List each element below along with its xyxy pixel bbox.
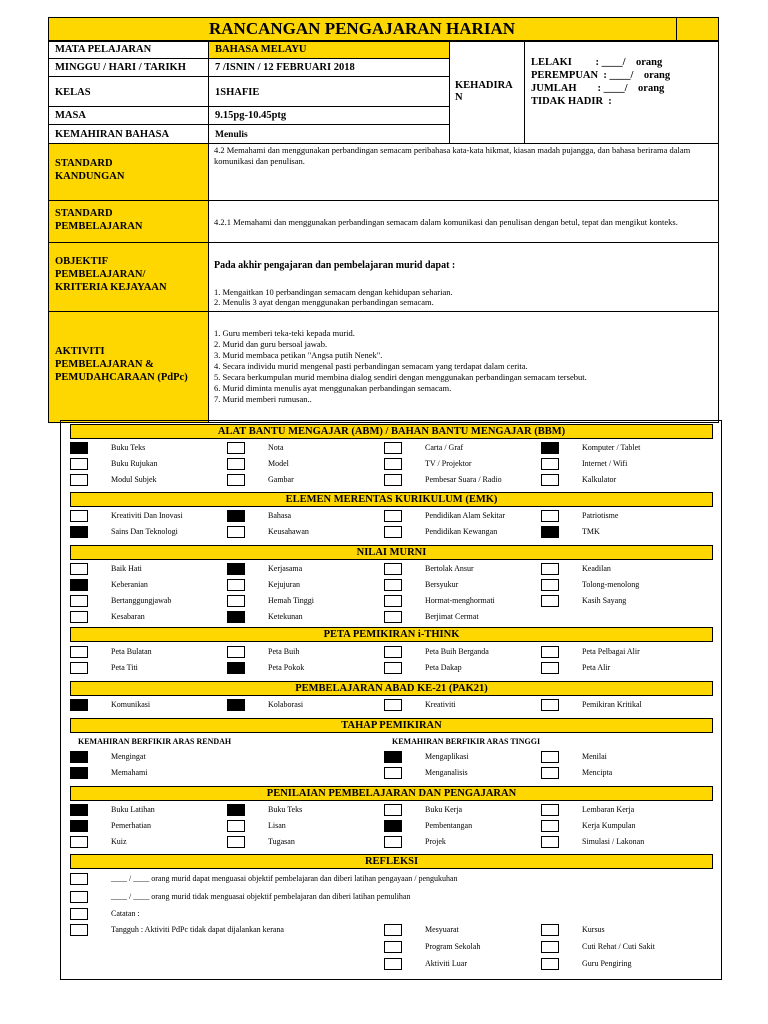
kehadiran-tidak-hadir: TIDAK HADIR : bbox=[531, 96, 612, 107]
emk-header: ELEMEN MERENTAS KURIKULUM (EMK) bbox=[70, 492, 713, 507]
checkbox-hemah-tinggi[interactable] bbox=[227, 595, 245, 607]
checkbox-internet-wifi[interactable] bbox=[541, 458, 559, 470]
page-title: RANCANGAN PENGAJARAN HARIAN bbox=[209, 19, 515, 38]
checkbox-buku-teks[interactable] bbox=[70, 442, 88, 454]
sk-text: 4.2 Memahami dan menggunakan perbandingan semacam peribahasa kata-kata hikmat, kiasan madah pujangga, dan bahasa berirama dalam komunikasi dan penulisan. bbox=[214, 145, 691, 166]
aktiviti-item: 1. Guru memberi teka-teki kepada murid. bbox=[214, 328, 355, 338]
checkbox-peta-dakap[interactable] bbox=[384, 662, 402, 674]
aktiviti-item: 4. Secara individu murid mengenal pasti perbandingan semacam yang terdapat dalam cerita. bbox=[214, 361, 528, 371]
option-label-cuti-rehat-cuti-sakit: Cuti Rehat / Cuti Sakit bbox=[582, 942, 655, 951]
option-label-menganalisis: Menganalisis bbox=[425, 768, 468, 777]
checkbox-tolong-menolong[interactable] bbox=[541, 579, 559, 591]
option-label-kolaborasi: Kolaborasi bbox=[268, 700, 304, 709]
checkbox-bersyukur[interactable] bbox=[384, 579, 402, 591]
option-label-peta-alir: Peta Alir bbox=[582, 663, 611, 672]
checkbox-kasih-sayang[interactable] bbox=[541, 595, 559, 607]
option-label-mencipta: Mencipta bbox=[582, 768, 613, 777]
checkbox-pembentangan[interactable] bbox=[384, 820, 402, 832]
checkbox-peta-pelbagai-alir[interactable] bbox=[541, 646, 559, 658]
checkbox-mengaplikasi[interactable] bbox=[384, 751, 402, 763]
option-label-peta-dakap: Peta Dakap bbox=[425, 663, 462, 672]
kehadiran-label-2: N bbox=[455, 92, 463, 103]
option-label-tv-projektor: TV / Projektor bbox=[425, 459, 472, 468]
refleksi-catatan: Catatan : bbox=[111, 909, 140, 918]
checkbox-pembesar-suara-radio[interactable] bbox=[384, 474, 402, 486]
sk-label-2: KANDUNGAN bbox=[55, 171, 125, 182]
checkbox-peta-buih[interactable] bbox=[227, 646, 245, 658]
option-label-tolong-menolong: Tolong-menolong bbox=[582, 580, 640, 589]
option-label-carta-graf: Carta / Graf bbox=[425, 443, 464, 452]
refleksi-line-2: ____ / ____ orang murid tidak menguasai objektif pembelajaran dan diberi latihan pemulihan bbox=[111, 892, 411, 901]
checkbox-patriotisme[interactable] bbox=[541, 510, 559, 522]
option-label-kreativiti: Kreativiti bbox=[425, 700, 456, 709]
option-label-bertanggungjawab: Bertanggungjawab bbox=[111, 596, 172, 605]
checkbox-buku-kerja[interactable] bbox=[384, 804, 402, 816]
aktiviti-item: 7. Murid memberi rumusan.. bbox=[214, 394, 312, 404]
aktiviti-item: 6. Murid diminta menulis ayat menggunakan perbandingan semacam. bbox=[214, 383, 452, 393]
checkbox-peta-buih-berganda[interactable] bbox=[384, 646, 402, 658]
checkbox-nota[interactable] bbox=[227, 442, 245, 454]
option-label-bersyukur: Bersyukur bbox=[425, 580, 459, 589]
checkbox-tugasan[interactable] bbox=[227, 836, 245, 848]
option-label-kerjasama: Kerjasama bbox=[268, 564, 303, 573]
objektif-label-1: OBJEKTIF bbox=[55, 256, 109, 267]
refleksi-checkbox-2[interactable] bbox=[70, 891, 88, 903]
option-label-kreativiti-dan-inovasi: Kreativiti Dan Inovasi bbox=[111, 511, 183, 520]
option-label-aktiviti-luar: Aktiviti Luar bbox=[425, 959, 467, 968]
option-label-peta-buih-berganda: Peta Buih Berganda bbox=[425, 647, 489, 656]
option-label-projek: Projek bbox=[425, 837, 446, 846]
checkbox-kejujuran[interactable] bbox=[227, 579, 245, 591]
kehadiran-jumlah: JUMLAH : ____/ orang bbox=[531, 83, 665, 94]
checkbox-projek[interactable] bbox=[384, 836, 402, 848]
option-label-baik-hati: Baik Hati bbox=[111, 564, 142, 573]
checkbox-keberanian[interactable] bbox=[70, 579, 88, 591]
checkbox-peta-pokok[interactable] bbox=[227, 662, 245, 674]
option-label-keadilan: Keadilan bbox=[582, 564, 611, 573]
checkbox-mesyuarat[interactable] bbox=[384, 924, 402, 936]
checkbox-pemikiran-kritikal[interactable] bbox=[541, 699, 559, 711]
option-label-peta-bulatan: Peta Bulatan bbox=[111, 647, 152, 656]
option-label-sains-dan-teknologi: Sains Dan Teknologi bbox=[111, 527, 178, 536]
option-label-komputer-tablet: Komputer / Tablet bbox=[582, 443, 641, 452]
sp-label-1: STANDARD bbox=[55, 208, 113, 219]
checkbox-kesabaran[interactable] bbox=[70, 611, 88, 623]
option-label-pendidikan-alam-sekitar: Pendidikan Alam Sekitar bbox=[425, 511, 505, 520]
checkbox-tmk[interactable] bbox=[541, 526, 559, 538]
objektif-item: 2. Menulis 3 ayat dengan menggunakan perbandingan semacam. bbox=[214, 297, 434, 307]
checkbox-kursus[interactable] bbox=[541, 924, 559, 936]
checkbox-pemerhatian[interactable] bbox=[70, 820, 88, 832]
checkbox-mencipta[interactable] bbox=[541, 767, 559, 779]
aktiviti-item: 2. Murid dan guru bersoal jawab. bbox=[214, 339, 328, 349]
checkbox-sains-dan-teknologi[interactable] bbox=[70, 526, 88, 538]
aktiviti-label-2: PEMBELAJARAN & bbox=[55, 359, 154, 370]
option-label-tmk: TMK bbox=[582, 527, 600, 536]
refleksi-tangguh: Tangguh : Aktiviti PdPc tidak dapat dijalankan kerana bbox=[111, 925, 284, 934]
kemahiran-label: KEMAHIRAN BAHASA bbox=[55, 129, 170, 140]
option-label-memahami: Memahami bbox=[111, 768, 148, 777]
objektif-label-2: PEMBELAJARAN/ bbox=[55, 269, 146, 280]
checkbox-model[interactable] bbox=[227, 458, 245, 470]
option-label-keberanian: Keberanian bbox=[111, 580, 148, 589]
option-label-peta-pelbagai-alir: Peta Pelbagai Alir bbox=[582, 647, 640, 656]
objektif-intro: Pada akhir pengajaran dan pembelajaran murid dapat : bbox=[214, 260, 456, 271]
refleksi-header: REFLEKSI bbox=[70, 854, 713, 869]
option-label-buku-teks: Buku Teks bbox=[111, 443, 146, 452]
checkbox-carta-graf[interactable] bbox=[384, 442, 402, 454]
option-label-pembentangan: Pembentangan bbox=[425, 821, 473, 830]
checkbox-mengingat[interactable] bbox=[70, 751, 88, 763]
option-label-mesyuarat: Mesyuarat bbox=[425, 925, 459, 934]
checkbox-buku-rujukan[interactable] bbox=[70, 458, 88, 470]
nilai-header: NILAI MURNI bbox=[70, 545, 713, 560]
checkbox-kreativiti-dan-inovasi[interactable] bbox=[70, 510, 88, 522]
option-label-lisan: Lisan bbox=[268, 821, 286, 830]
title-right-cell bbox=[676, 17, 677, 41]
option-label-gambar: Gambar bbox=[268, 475, 294, 484]
abm-header: ALAT BANTU MENGAJAR (ABM) / BAHAN BANTU MENGAJAR (BBM) bbox=[70, 424, 713, 439]
option-label-model: Model bbox=[268, 459, 289, 468]
checkbox-gambar[interactable] bbox=[227, 474, 245, 486]
option-label-kalkulator: Kalkulator bbox=[582, 475, 617, 484]
checkbox-bertanggungjawab[interactable] bbox=[70, 595, 88, 607]
checkbox-program-sekolah[interactable] bbox=[384, 941, 402, 953]
checkbox-kerjasama[interactable] bbox=[227, 563, 245, 575]
checkbox-cuti-rehat-cuti-sakit[interactable] bbox=[541, 941, 559, 953]
checkbox-kalkulator[interactable] bbox=[541, 474, 559, 486]
option-label-pembesar-suara-radio: Pembesar Suara / Radio bbox=[425, 475, 502, 484]
option-label-berjimat-cermat: Berjimat Cermat bbox=[425, 612, 479, 621]
refleksi-line-1: ____ / ____ orang murid dapat menguasai objektif pembelajaran dan diberi latihan pengayaan / pengukuhan bbox=[111, 874, 458, 883]
option-label-buku-kerja: Buku Kerja bbox=[425, 805, 463, 814]
tarikh-label: MINGGU / HARI / TARIKH bbox=[55, 62, 186, 73]
checkbox-berjimat-cermat[interactable] bbox=[384, 611, 402, 623]
checkbox-ketekunan[interactable] bbox=[227, 611, 245, 623]
option-label-hemah-tinggi: Hemah Tinggi bbox=[268, 596, 315, 605]
kbat-tinggi-label: KEMAHIRAN BERFIKIR ARAS TINGGI bbox=[392, 737, 541, 746]
option-label-hormat-menghormati: Hormat-menghormati bbox=[425, 596, 495, 605]
checkbox-menganalisis[interactable] bbox=[384, 767, 402, 779]
option-label-kasih-sayang: Kasih Sayang bbox=[582, 596, 627, 605]
kemahiran-value: Menulis bbox=[215, 130, 248, 140]
checkbox-bertolak-ansur[interactable] bbox=[384, 563, 402, 575]
option-label-modul-subjek: Modul Subjek bbox=[111, 475, 157, 484]
tahap-header: TAHAP PEMIKIRAN bbox=[70, 718, 713, 733]
refleksi-checkbox-catatan[interactable] bbox=[70, 908, 88, 920]
option-label-kuiz: Kuiz bbox=[111, 837, 127, 846]
option-label-kerja-kumpulan: Kerja Kumpulan bbox=[582, 821, 636, 830]
checkbox-baik-hati[interactable] bbox=[70, 563, 88, 575]
option-label-peta-pokok: Peta Pokok bbox=[268, 663, 305, 672]
checkbox-kuiz[interactable] bbox=[70, 836, 88, 848]
checkbox-modul-subjek[interactable] bbox=[70, 474, 88, 486]
checkbox-buku-teks[interactable] bbox=[227, 804, 245, 816]
option-label-nota: Nota bbox=[268, 443, 284, 452]
checkbox-kreativiti[interactable] bbox=[384, 699, 402, 711]
checkbox-tv-projektor[interactable] bbox=[384, 458, 402, 470]
option-label-patriotisme: Patriotisme bbox=[582, 511, 619, 520]
checkbox-komunikasi[interactable] bbox=[70, 699, 88, 711]
checkbox-simulasi-lakonan[interactable] bbox=[541, 836, 559, 848]
option-label-peta-buih: Peta Buih bbox=[268, 647, 300, 656]
option-label-pendidikan-kewangan: Pendidikan Kewangan bbox=[425, 527, 498, 536]
kehadiran-perempuan: PEREMPUAN : ____/ orang bbox=[531, 70, 671, 81]
option-label-buku-teks: Buku Teks bbox=[268, 805, 303, 814]
option-label-internet-wifi: Internet / Wifi bbox=[582, 459, 628, 468]
option-label-mengaplikasi: Mengaplikasi bbox=[425, 752, 469, 761]
option-label-bahasa: Bahasa bbox=[268, 511, 292, 520]
tarikh-value: 7 /ISNIN / 12 FEBRUARI 2018 bbox=[215, 62, 355, 73]
checkbox-kerja-kumpulan[interactable] bbox=[541, 820, 559, 832]
checkbox-lisan[interactable] bbox=[227, 820, 245, 832]
kehadiran-label-1: KEHADIRA bbox=[455, 80, 513, 91]
option-label-buku-rujukan: Buku Rujukan bbox=[111, 459, 158, 468]
option-label-simulasi-lakonan: Simulasi / Lakonan bbox=[582, 837, 645, 846]
kelas-value: 1SHAFIE bbox=[215, 87, 260, 98]
checkbox-lembaran-kerja[interactable] bbox=[541, 804, 559, 816]
sp-label-2: PEMBELAJARAN bbox=[55, 221, 143, 232]
sk-label-1: STANDARD bbox=[55, 158, 113, 169]
option-label-kursus: Kursus bbox=[582, 925, 605, 934]
option-label-mengingat: Mengingat bbox=[111, 752, 146, 761]
masa-value: 9.15pg-10.45ptg bbox=[215, 110, 287, 121]
aktiviti-label-1: AKTIVITI bbox=[55, 346, 105, 357]
checkbox-peta-bulatan[interactable] bbox=[70, 646, 88, 658]
checkbox-buku-latihan[interactable] bbox=[70, 804, 88, 816]
option-label-tugasan: Tugasan bbox=[268, 837, 295, 846]
checkbox-peta-titi[interactable] bbox=[70, 662, 88, 674]
checkbox-peta-alir[interactable] bbox=[541, 662, 559, 674]
mata-pelajaran-value: BAHASA MELAYU bbox=[215, 44, 307, 55]
kbar-rendah-label: KEMAHIRAN BERFIKIR ARAS RENDAH bbox=[78, 737, 232, 746]
objektif-label-3: KRITERIA KEJAYAAN bbox=[55, 282, 167, 293]
refleksi-checkbox-1[interactable] bbox=[70, 873, 88, 885]
option-label-kejujuran: Kejujuran bbox=[268, 580, 300, 589]
refleksi-checkbox-tangguh[interactable] bbox=[70, 924, 88, 936]
objektif-item: 1. Mengaitkan 10 perbandingan semacam dengan kehidupan seharian. bbox=[214, 287, 453, 297]
checkbox-menilai[interactable] bbox=[541, 751, 559, 763]
aktiviti-label-3: PEMUDAHCARAAN (PdPc) bbox=[55, 372, 188, 383]
sp-text: 4.2.1 Memahami dan menggunakan perbandingan semacam dalam komunikasi dan penulisan dengan betul, tepat dan mengikut konteks. bbox=[214, 217, 678, 227]
mata-pelajaran-label: MATA PELAJARAN bbox=[55, 44, 152, 55]
checkbox-guru-pengiring[interactable] bbox=[541, 958, 559, 970]
option-label-ketekunan: Ketekunan bbox=[268, 612, 303, 621]
option-label-pemikiran-kritikal: Pemikiran Kritikal bbox=[582, 700, 642, 709]
option-label-keusahawan: Keusahawan bbox=[268, 527, 309, 536]
checkbox-kolaborasi[interactable] bbox=[227, 699, 245, 711]
option-label-program-sekolah: Program Sekolah bbox=[425, 942, 481, 951]
checkbox-pendidikan-kewangan[interactable] bbox=[384, 526, 402, 538]
checkbox-bahasa[interactable] bbox=[227, 510, 245, 522]
checkbox-keusahawan[interactable] bbox=[227, 526, 245, 538]
option-label-guru-pengiring: Guru Pengiring bbox=[582, 959, 632, 968]
ithink-header: PETA PEMIKIRAN i-THINK bbox=[70, 627, 713, 642]
option-label-komunikasi: Komunikasi bbox=[111, 700, 151, 709]
option-label-lembaran-kerja: Lembaran Kerja bbox=[582, 805, 635, 814]
option-label-kesabaran: Kesabaran bbox=[111, 612, 145, 621]
penilaian-header: PENILAIAN PEMBELAJARAN DAN PENGAJARAN bbox=[70, 786, 713, 801]
pak21-header: PEMBELAJARAN ABAD KE-21 (PAK21) bbox=[70, 681, 713, 696]
option-label-peta-titi: Peta Titi bbox=[111, 663, 138, 672]
checkbox-keadilan[interactable] bbox=[541, 563, 559, 575]
checkbox-aktiviti-luar[interactable] bbox=[384, 958, 402, 970]
aktiviti-item: 3. Murid membaca petikan "Angsa putih Nenek". bbox=[214, 350, 383, 360]
option-label-bertolak-ansur: Bertolak Ansur bbox=[425, 564, 474, 573]
kelas-label: KELAS bbox=[55, 87, 91, 98]
checkbox-pendidikan-alam-sekitar[interactable] bbox=[384, 510, 402, 522]
option-label-buku-latihan: Buku Latihan bbox=[111, 805, 155, 814]
checkbox-memahami[interactable] bbox=[70, 767, 88, 779]
checkbox-komputer-tablet[interactable] bbox=[541, 442, 559, 454]
checkbox-hormat-menghormati[interactable] bbox=[384, 595, 402, 607]
aktiviti-item: 5. Secara berkumpulan murid membina dialog sendiri dengan menggunakan perbandingan semacam tersebut. bbox=[214, 372, 587, 382]
kehadiran-lelaki: LELAKI : ____/ orang bbox=[531, 57, 663, 68]
option-label-menilai: Menilai bbox=[582, 752, 607, 761]
masa-label: MASA bbox=[55, 110, 86, 121]
option-label-pemerhatian: Pemerhatian bbox=[111, 821, 151, 830]
